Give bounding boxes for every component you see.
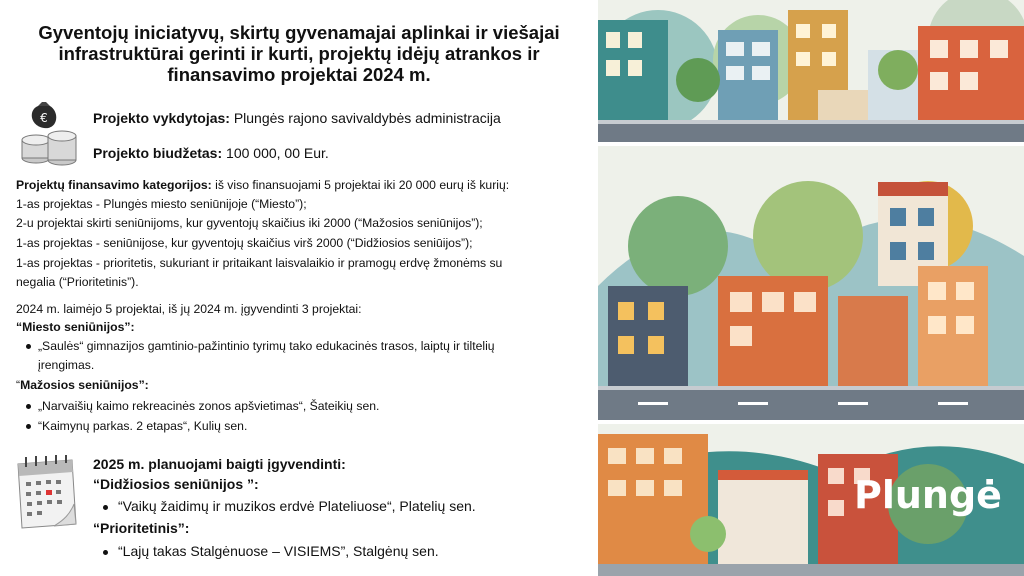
budget-line (93, 146, 329, 161)
mazosios-item: „Narvaišių kaimo rekreacinės zonos apšvietimas“, Šateikių sen. (38, 399, 380, 413)
budget-label: Projekto biudžetas: (93, 145, 223, 161)
categories-intro: iš viso finansuojami 5 projektai iki 20 000 eurų iš kurių: (211, 178, 510, 192)
category-line: negalia (“Prioritetinis”). (16, 275, 139, 289)
bullet-dot (26, 404, 31, 409)
prioritetinis-item: “Lajų takas Stalgėnuose – VISIEMS”, Stalgėnų sen. (118, 543, 439, 559)
calendar-icon (14, 454, 80, 530)
town-panel-top (598, 0, 1024, 142)
executor-label: Projekto vykdytojas: (93, 110, 230, 126)
categories-line (16, 178, 509, 193)
categories-label: Projektų finansavimo kategorijos: (16, 178, 212, 192)
miesto-item-cont: įrengimas. (38, 358, 95, 372)
svg-text:€: € (40, 111, 48, 125)
town-illustration (598, 0, 1024, 576)
category-line: 1-as projektas - seniūnijose, kur gyventojų skaičius virš 2000 (“Didžiosios seniūijos”); (16, 236, 473, 250)
mazosios-item: “Kaimynų parkas. 2 etapas“, Kulių sen. (38, 419, 248, 433)
winners-intro: 2024 m. laimėjo 5 projektai, iš jų 2024 m. įgyvendinti 3 projektai: (16, 302, 362, 316)
page-title: Gyventojų iniciatyvų, skirtų gyvenamajai aplinkai ir viešajai infrastruktūrai gerinti ir kurti, projektų idėjų atrankos ir finansavimo projektai 2024 m. (38, 22, 560, 85)
category-line: 2-u projektai skirti seniūnijoms, kur gyventojų skaičius iki 2000 (“Mažosios seniūnijos”); (16, 216, 483, 230)
category-line: 1-as projektas - Plungės miesto seniūnijoje (“Miesto”); (16, 197, 307, 211)
plan-heading: 2025 m. planuojami baigti įgyvendinti: (93, 456, 346, 472)
bullet-dot (103, 550, 108, 555)
mazosios-quote: “ (16, 378, 21, 392)
bullet-dot (26, 424, 31, 429)
bullet-dot (26, 344, 31, 349)
bullet-dot (103, 505, 108, 510)
plunge-logo: Plungė (854, 473, 1002, 517)
mazosios-heading: Mažosios seniūnijos”: (20, 378, 149, 392)
prioritetinis-heading: “Prioritetinis”: (93, 520, 190, 536)
executor-value: Plungės rajono savivaldybės administracija (229, 110, 501, 126)
mazosios-heading-line (16, 378, 149, 393)
didziosios-heading: “Didžiosios seniūnijos ”: (93, 476, 259, 492)
executor-line (93, 111, 501, 126)
money-coins-icon (14, 100, 84, 170)
miesto-item: „Saulės“ gimnazijos gamtinio-pažintinio tyrimų tako edukacinės trasos, laiptų ir tiltelių (38, 339, 495, 353)
miesto-heading: “Miesto seniūnijos”: (16, 320, 135, 334)
budget-value: 100 000, 00 Eur. (222, 145, 329, 161)
didziosios-item: “Vaikų žaidimų ir muzikos erdvė Plateliuose“, Platelių sen. (118, 498, 476, 514)
town-panel-bottom (598, 424, 1024, 576)
town-panel-middle (598, 146, 1024, 420)
category-line: 1-as projektas - prioritetis, sukuriant ir pritaikant laisvalaikio ir pramogų erdvę žmonėms su (16, 256, 503, 270)
